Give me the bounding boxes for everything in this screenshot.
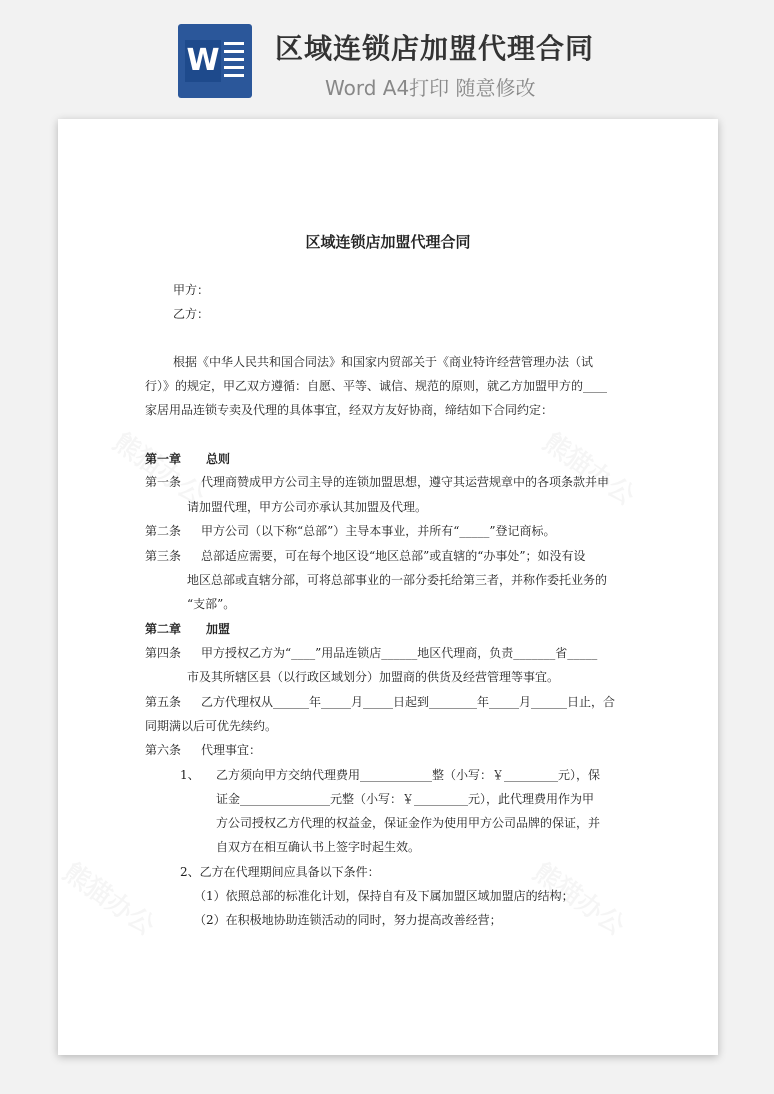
watermark [107,423,213,513]
watermark [57,853,163,943]
sub-item-text: （1）依照总部的标准化计划，保持自有及下属加盟区域加盟店的结构； [194,889,574,903]
article-text: 同期满以后可优先续约。 [145,719,278,733]
chapter-name: 加盟 [206,622,231,636]
article-number: 第二条 [145,524,182,538]
article-text: 代理事宜： [201,743,262,757]
article-text: 甲方授权乙方为“____”用品连锁店______地区代理商，负责_______省_____ [201,646,598,660]
article-number: 第六条 [145,743,182,757]
article-text: 总部适应需要，可在每个地区设“地区总部”或直辖的“办事处”；如没有设 [201,549,586,563]
article-number: 第一条 [145,475,182,489]
article-text: “支部”。 [187,597,236,611]
document-page [58,119,718,1055]
article-number: 第三条 [145,549,182,563]
item-text: 方公司授权乙方代理的权益金，保证金作为使用甲方公司品牌的保证，并 [216,816,601,830]
party-a-label: 甲方： [173,283,210,297]
article-text: 乙方代理权从______年_____月_____日起到________年_____月______日止，合 [201,695,616,709]
article-text: 地区总部或直辖分部，可将总部事业的一部分委托给第三者，并称作委托业务的 [187,573,608,587]
article-number: 第四条 [145,646,182,660]
document-title: 区域连锁店加盟代理合同 [305,233,471,251]
item-text: 乙方须向甲方交纳代理费用____________整（小写：￥_________元），保 [216,768,601,782]
sub-item-text: （2）在积极地协助连锁活动的同时，努力提高改善经营； [194,913,502,927]
header [0,0,774,118]
chapter-name: 总则 [206,452,231,466]
preamble-line: 行）》的规定，甲乙双方遵循：自愿、平等、诚信、规范的原则，就乙方加盟甲方的____ [145,379,608,393]
item-text: 自双方在相互确认书上签字时起生效。 [216,840,421,854]
item-text: 2、乙方在代理期间应具备以下条件： [180,865,380,879]
party-b-label: 乙方： [173,307,210,321]
article-text: 请加盟代理，甲方公司亦承认其加盟及代理。 [187,500,428,514]
word-icon [178,24,252,98]
chapter-number: 第一章 [145,452,182,466]
item-text: 证金_______________元整（小写：￥_________元），此代理费用作为甲 [216,792,595,806]
header-title: 区域连锁店加盟代理合同 [275,32,595,65]
preamble-line: 家居用品连锁专卖及代理的具体事宜，经双方友好协商，缔结如下合同约定： [145,403,554,417]
watermark [537,423,643,513]
header-subtitle: Word A4打印 随意修改 [325,76,536,100]
chapter-number: 第二章 [145,622,182,636]
article-text: 市及其所辖区县（以行政区域划分）加盟商的供货及经营管理等事宜。 [187,670,560,684]
word-icon-lines [224,42,244,82]
article-number: 第五条 [145,695,182,709]
item-number: 1、 [180,768,200,782]
article-text: 代理商赞成甲方公司主导的连锁加盟思想，遵守其运营规章中的各项条款并申 [201,475,610,489]
word-letter: W [185,40,221,82]
article-text: 甲方公司（以下称“总部”）主导本事业，并所有“_____”登记商标。 [201,524,556,538]
preamble-line: 根据《中华人民共和国合同法》和国家内贸部关于《商业特许经营管理办法（试 [173,355,594,369]
